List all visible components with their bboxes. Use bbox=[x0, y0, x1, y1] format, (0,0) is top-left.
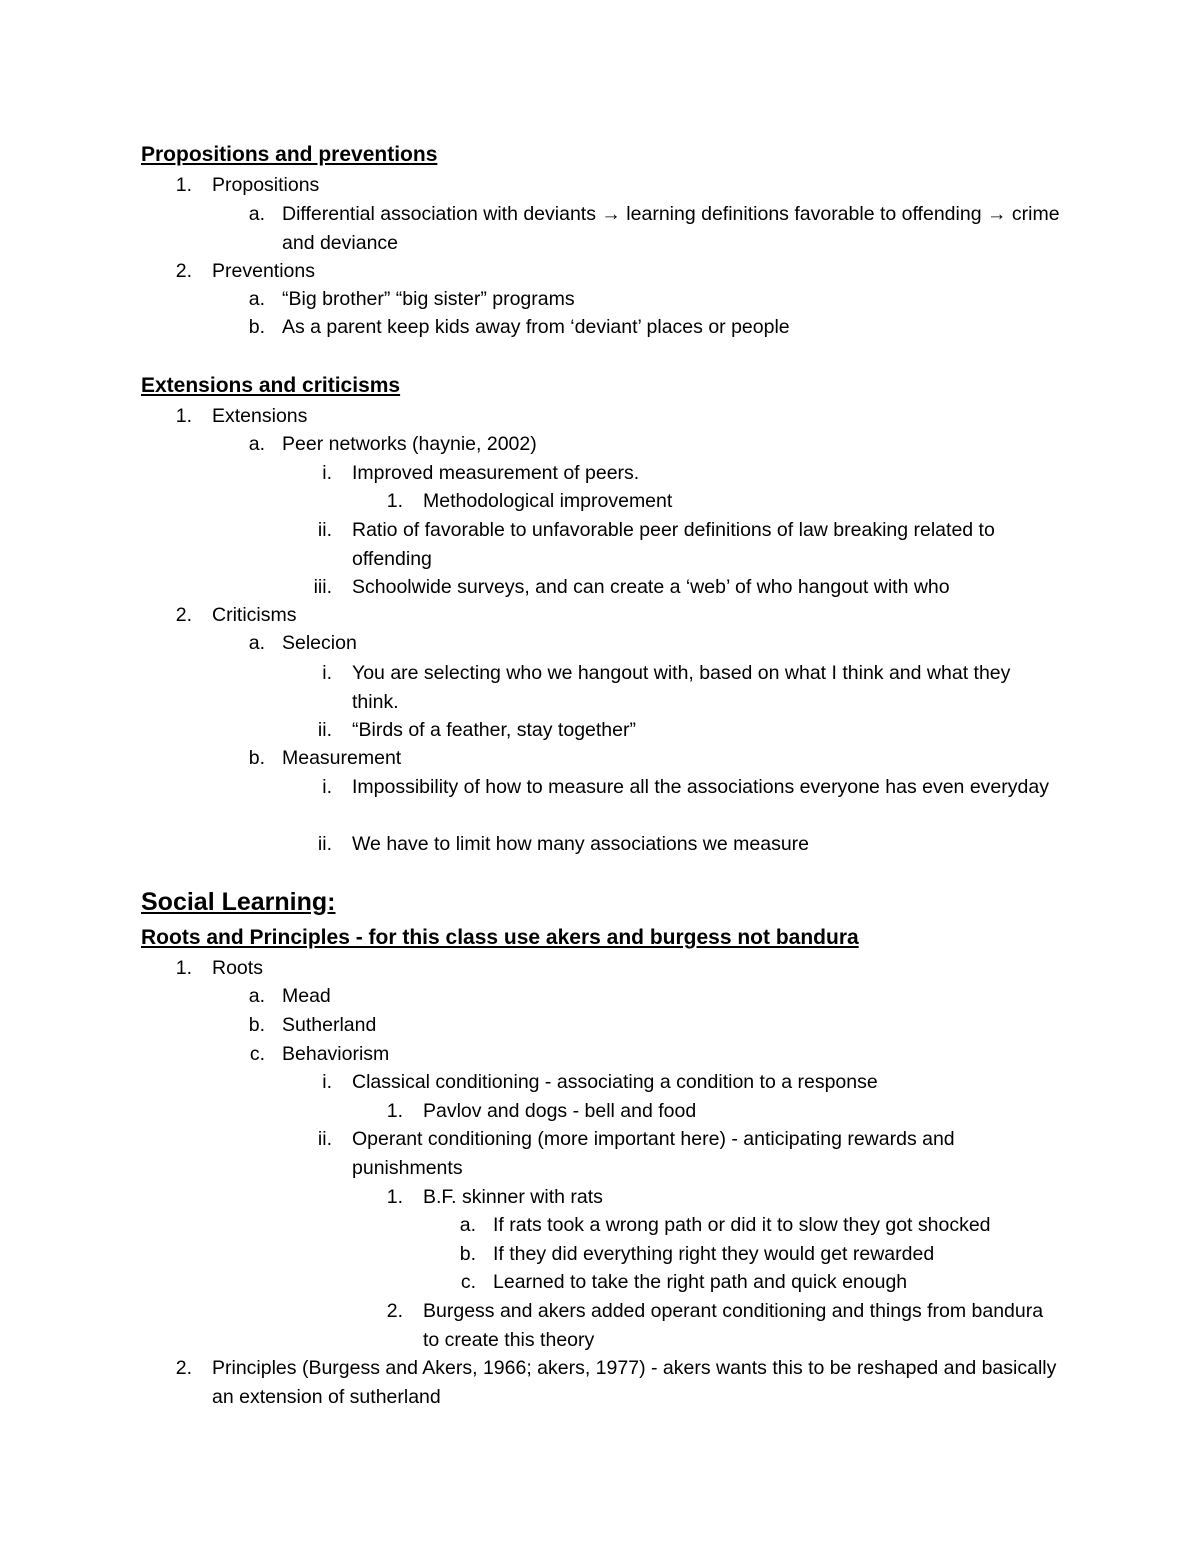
list-marker: ii. bbox=[317, 1128, 332, 1150]
section-heading-propositions: Propositions and preventions bbox=[141, 143, 438, 166]
list-marker: b. bbox=[248, 1014, 265, 1036]
list-marker: i. bbox=[322, 1071, 332, 1093]
list-item-text: Behaviorism bbox=[282, 1043, 390, 1065]
list-item-text: As a parent keep kids away from ‘deviant’ places or people bbox=[282, 316, 790, 338]
list-marker: a. bbox=[248, 985, 265, 1007]
list-marker: 2. bbox=[386, 1300, 403, 1322]
list-item-text: Sutherland bbox=[282, 1014, 377, 1036]
list-marker: i. bbox=[322, 462, 332, 484]
list-item-text: Selecion bbox=[282, 632, 357, 654]
list-item-text: “Birds of a feather, stay together” bbox=[352, 719, 636, 741]
page-title: Social Learning: bbox=[141, 888, 336, 916]
list-marker: c. bbox=[249, 1043, 265, 1065]
list-item-text: Preventions bbox=[212, 260, 315, 282]
list-marker: 1. bbox=[175, 957, 192, 979]
list-marker: b. bbox=[248, 747, 265, 769]
list-item-text: Impossibility of how to measure all the associations everyone has even everyday bbox=[352, 776, 1049, 798]
list-item-text: Schoolwide surveys, and can create a ‘web’ of who hangout with who bbox=[352, 576, 950, 598]
list-marker: 1. bbox=[175, 405, 192, 427]
list-marker: a. bbox=[459, 1214, 476, 1236]
list-item-text: Roots bbox=[212, 957, 263, 979]
list-item-text: If they did everything right they would get rewarded bbox=[493, 1243, 935, 1265]
list-item-text: “Big brother” “big sister” programs bbox=[282, 288, 575, 310]
list-item-text: Peer networks (haynie, 2002) bbox=[282, 433, 537, 455]
list-item-text: You are selecting who we hangout with, based on what I think and what they think. bbox=[352, 662, 1011, 713]
list-item-text: Methodological improvement bbox=[423, 490, 673, 512]
list-item-text: Measurement bbox=[282, 747, 402, 769]
list-marker: 2. bbox=[175, 1357, 192, 1379]
list-item-text: Classical conditioning - associating a condition to a response bbox=[352, 1071, 878, 1093]
list-item-text: Improved measurement of peers. bbox=[352, 462, 640, 484]
list-item-text: Burgess and akers added operant conditioning and things from bandura to create this theory bbox=[423, 1300, 1044, 1351]
list-marker: i. bbox=[322, 662, 332, 684]
list-item-text: B.F. skinner with rats bbox=[423, 1186, 603, 1208]
list-marker: 2. bbox=[175, 260, 192, 282]
list-item-text: Operant conditioning (more important here) - anticipating rewards and punishments bbox=[352, 1128, 955, 1179]
list-item-text: Criticisms bbox=[212, 604, 297, 626]
list-marker: c. bbox=[460, 1271, 476, 1293]
list-marker: a. bbox=[248, 288, 265, 310]
list-marker: b. bbox=[248, 316, 265, 338]
list-item-text: Learned to take the right path and quick enough bbox=[493, 1271, 908, 1293]
list-marker: 2. bbox=[175, 604, 192, 626]
list-marker: 1. bbox=[386, 1100, 403, 1122]
section-heading-roots: Roots and Principles - for this class use akers and burgess not bandura bbox=[141, 926, 859, 949]
list-marker: iii. bbox=[313, 576, 332, 598]
list-item-text: Extensions bbox=[212, 405, 308, 427]
list-marker: 1. bbox=[386, 490, 403, 512]
list-marker: a. bbox=[248, 203, 265, 225]
list-marker: a. bbox=[248, 433, 265, 455]
list-marker: b. bbox=[459, 1243, 476, 1265]
list-item-text: If rats took a wrong path or did it to slow they got shocked bbox=[493, 1214, 991, 1236]
list-marker: ii. bbox=[317, 833, 332, 855]
list-marker: ii. bbox=[317, 719, 332, 741]
list-marker: i. bbox=[322, 776, 332, 798]
list-item-text: We have to limit how many associations we measure bbox=[352, 833, 810, 855]
list-item-text: Differential association with deviants → learning definitions favorable to offending → crime and deviance bbox=[282, 203, 1060, 254]
list-item-text: Propositions bbox=[212, 174, 320, 196]
list-marker: 1. bbox=[386, 1186, 403, 1208]
list-item-text: Ratio of favorable to unfavorable peer definitions of law breaking related to offending bbox=[352, 519, 995, 570]
list-marker: 1. bbox=[175, 174, 192, 196]
list-item-text: Mead bbox=[282, 985, 331, 1007]
list-marker: a. bbox=[248, 632, 265, 654]
section-heading-extensions: Extensions and criticisms bbox=[141, 374, 401, 397]
list-marker: ii. bbox=[317, 519, 332, 541]
list-item-text: Pavlov and dogs - bell and food bbox=[423, 1100, 697, 1122]
list-item-text: Principles (Burgess and Akers, 1966; akers, 1977) - akers wants this to be reshaped and basically an extension of sutherland bbox=[212, 1357, 1057, 1408]
